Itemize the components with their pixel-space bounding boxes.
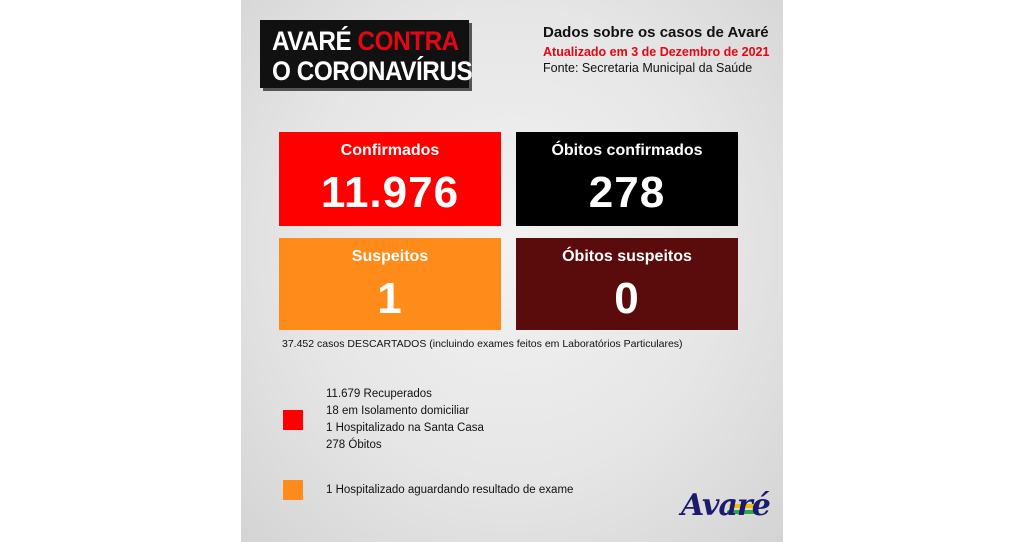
info-block	[543, 24, 778, 75]
legend-item: 18 em Isolamento domiciliar	[326, 405, 470, 417]
card-label: Óbitos suspeitos	[562, 248, 692, 265]
card-value: 11.976	[320, 168, 460, 217]
card-label: Óbitos confirmados	[551, 142, 703, 159]
title-avare: AVARÉ	[272, 26, 352, 56]
legend-item: 1 Hospitalizado na Santa Casa	[326, 422, 484, 434]
card-confirmados	[279, 132, 501, 226]
logo-text: Avaré	[681, 488, 770, 523]
legend-red-list	[326, 386, 484, 454]
legend-item: 278 Óbitos	[326, 439, 382, 451]
info-updated: Atualizado em 3 de Dezembro de 2021	[543, 45, 770, 59]
card-obitos-suspeitos	[516, 238, 738, 330]
card-label: Suspeitos	[351, 248, 429, 265]
card-label: Confirmados	[340, 142, 440, 159]
discarded-text: 37.452 casos DESCARTADOS (incluindo exames feitos em Laboratórios Particulares)	[282, 338, 683, 350]
info-heading: Dados sobre os casos de Avaré	[543, 24, 769, 41]
title-line-2: O CORONAVÍRUS	[272, 56, 473, 86]
avare-logo	[671, 488, 771, 532]
title-contra: CONTRA	[357, 26, 459, 56]
card-value: 0	[614, 274, 640, 323]
title-banner	[260, 20, 473, 88]
infographic-panel	[241, 0, 783, 542]
card-value: 1	[377, 274, 403, 323]
card-value: 278	[588, 168, 666, 217]
card-obitos-confirmados	[516, 132, 738, 226]
card-suspeitos	[279, 238, 501, 330]
title-line-1	[272, 26, 459, 57]
legend-red-swatch	[283, 410, 303, 430]
legend-orange-swatch	[283, 480, 303, 500]
legend-orange-item: 1 Hospitalizado aguardando resultado de exame	[326, 484, 574, 496]
info-source: Fonte: Secretaria Municipal da Saúde	[543, 61, 753, 75]
legend-item: 11.679 Recuperados	[326, 388, 432, 400]
